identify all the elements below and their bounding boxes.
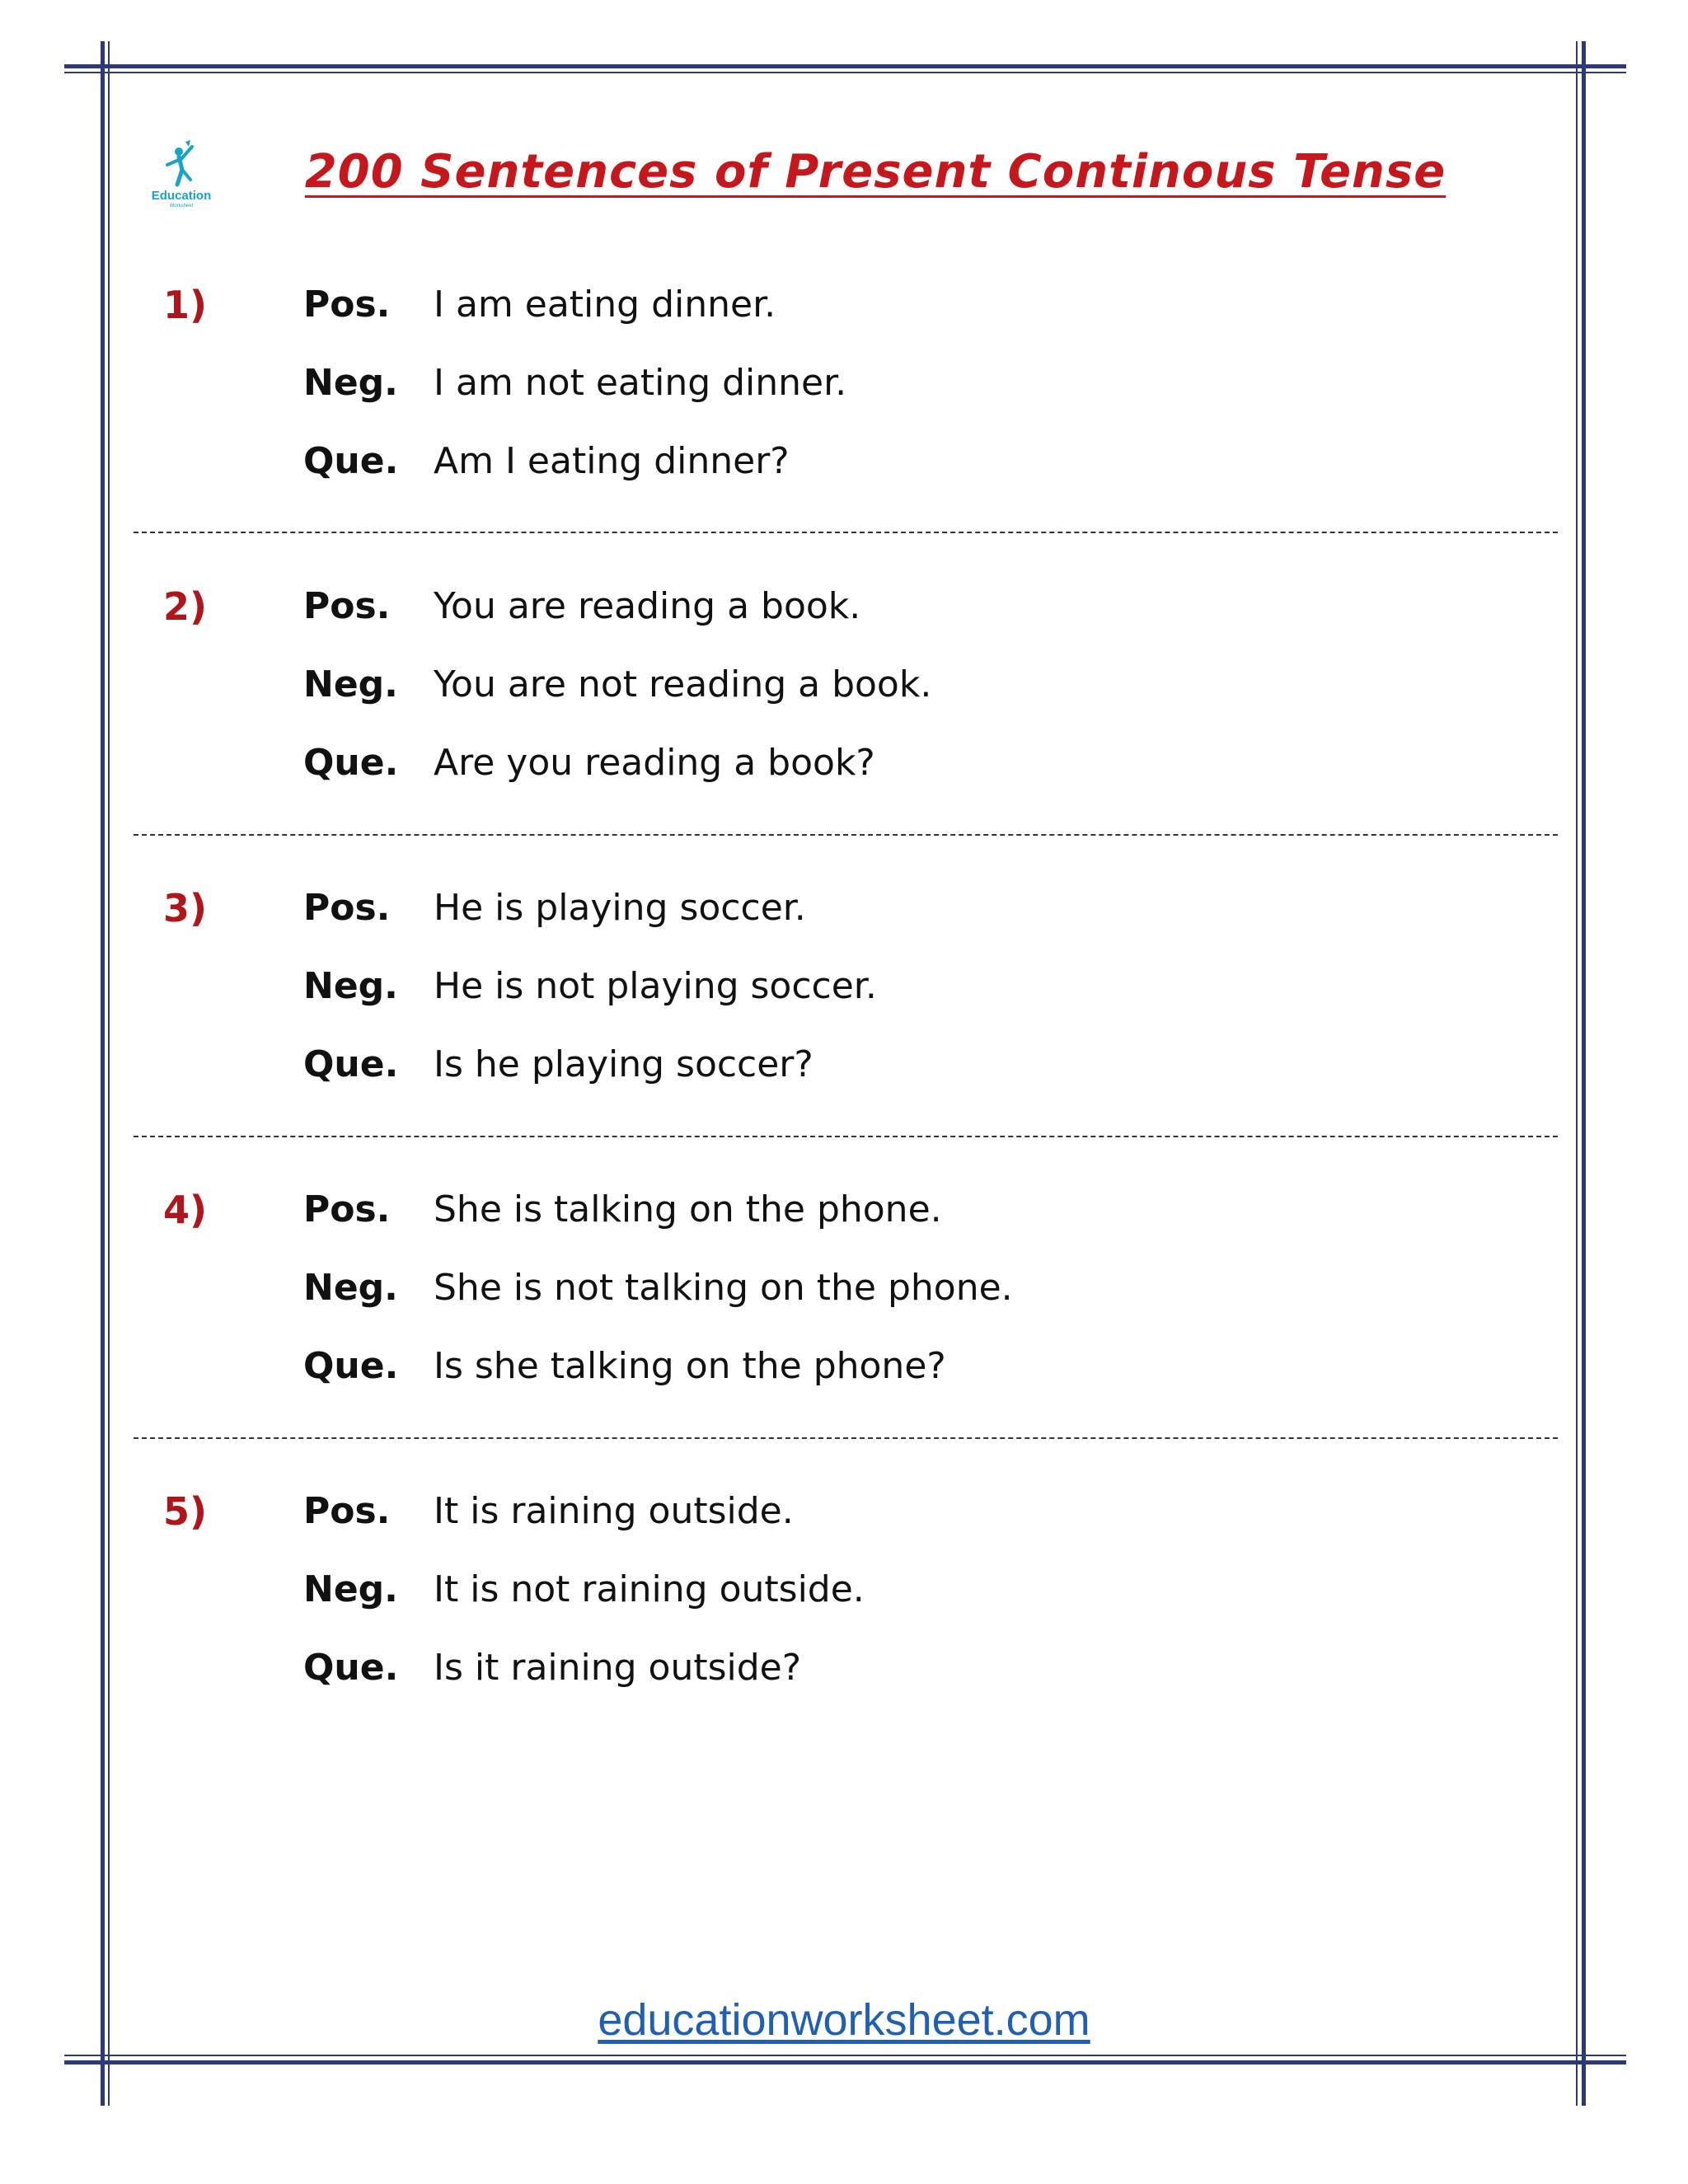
group-number: 5) (163, 1489, 208, 1534)
negative-sentence: It is not raining outside. (434, 1568, 865, 1610)
question-label: Que. (303, 1043, 399, 1085)
border-top-inner (64, 72, 1626, 73)
dashed-divider (134, 834, 1558, 836)
dashed-divider (134, 1136, 1558, 1137)
negative-label: Neg. (303, 1267, 398, 1309)
negative-label: Neg. (303, 663, 398, 705)
group-number: 2) (163, 584, 208, 629)
question-sentence: Are you reading a book? (434, 742, 875, 784)
question-label: Que. (303, 742, 399, 784)
question-label: Que. (303, 1647, 399, 1689)
positive-sentence: You are reading a book. (434, 585, 861, 627)
sentence-group-5 (0, 1485, 1688, 1732)
positive-sentence: She is talking on the phone. (434, 1188, 942, 1230)
negative-label: Neg. (303, 1568, 398, 1610)
group-number: 4) (163, 1188, 208, 1232)
question-sentence: Is she talking on the phone? (434, 1345, 946, 1387)
negative-label: Neg. (303, 965, 398, 1007)
positive-sentence: I am eating dinner. (434, 284, 776, 326)
question-label: Que. (303, 440, 399, 482)
dashed-divider (134, 1437, 1558, 1439)
negative-label: Neg. (303, 362, 398, 404)
footer-website-link[interactable]: educationworksheet.com (598, 1995, 1090, 2045)
question-sentence: Is he playing soccer? (434, 1043, 814, 1085)
sentence-group-3 (0, 882, 1688, 1129)
question-sentence: Am I eating dinner? (434, 440, 790, 482)
border-top-outer (64, 64, 1626, 68)
sentence-group-2 (0, 580, 1688, 827)
positive-label: Pos. (303, 887, 391, 929)
negative-sentence: I am not eating dinner. (434, 362, 847, 404)
positive-sentence: He is playing soccer. (434, 887, 806, 929)
page-title: 200 Sentences of Present Continous Tense (304, 145, 1447, 199)
border-bottom-inner (64, 2055, 1626, 2056)
negative-sentence: He is not playing soccer. (434, 965, 877, 1007)
positive-sentence: It is raining outside. (434, 1490, 794, 1532)
question-label: Que. (303, 1345, 399, 1387)
positive-label: Pos. (303, 585, 391, 627)
positive-label: Pos. (303, 284, 391, 326)
sentence-group-1 (0, 279, 1688, 526)
dashed-divider (134, 532, 1558, 533)
negative-sentence: She is not talking on the phone. (434, 1267, 1013, 1309)
group-number: 3) (163, 886, 208, 930)
group-number: 1) (163, 283, 208, 327)
negative-sentence: You are not reading a book. (434, 663, 932, 705)
border-bottom-outer (64, 2060, 1626, 2064)
question-sentence: Is it raining outside? (434, 1647, 802, 1689)
logo-tagline: Worksheet (169, 204, 194, 209)
logo-name: Education (151, 189, 212, 203)
positive-label: Pos. (303, 1490, 391, 1532)
positive-label: Pos. (303, 1188, 391, 1230)
sentence-group-4 (0, 1183, 1688, 1431)
